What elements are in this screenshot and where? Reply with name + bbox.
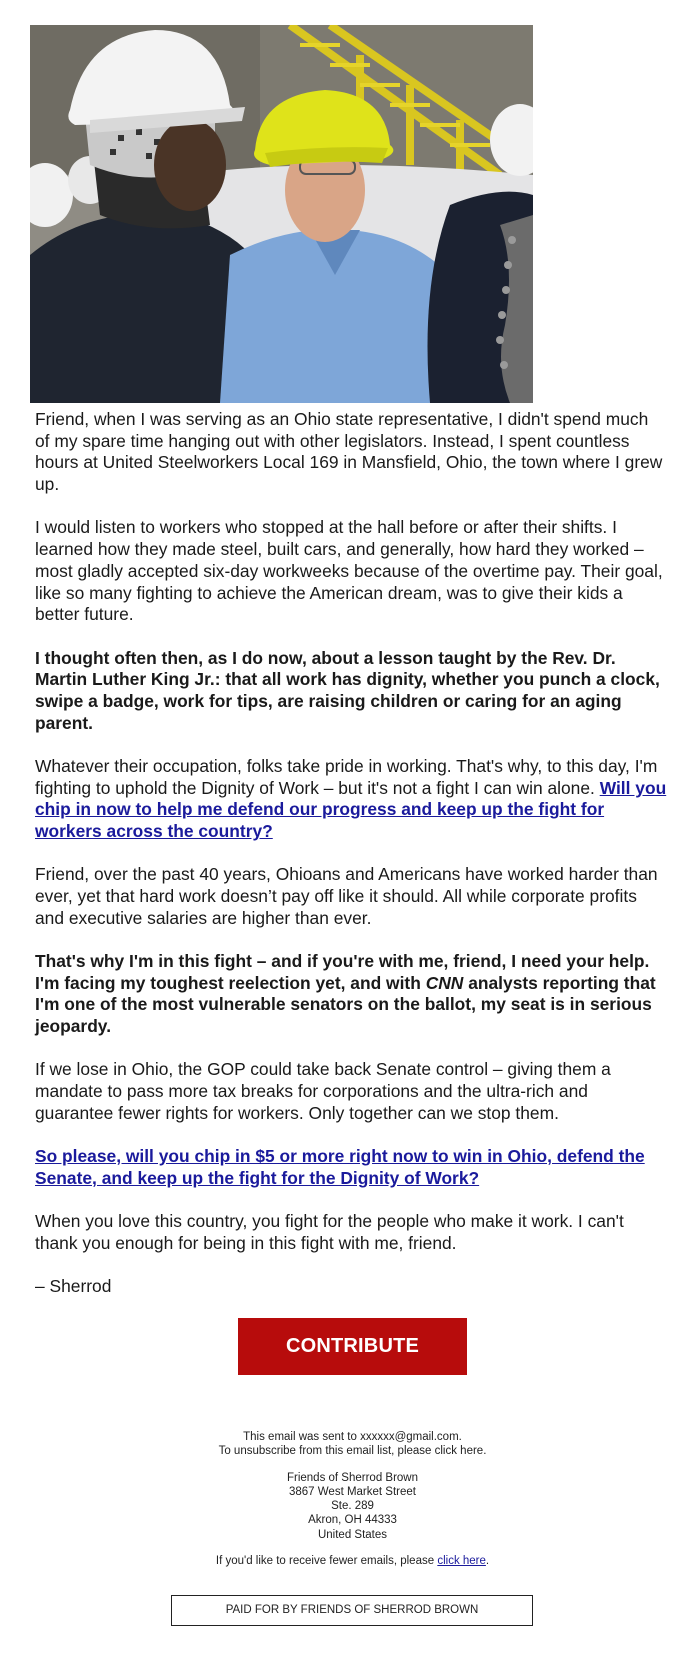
paragraph-dignity-text: Whatever their occupation, folks take pride in working. That's why, to this day, I'm fighting to uphold the Dignity of Work – but it's not a fight I can win alone. — [35, 755, 658, 798]
footer-notice — [0, 1430, 700, 1459]
fewer-emails — [0, 1554, 700, 1568]
fewer-emails-link[interactable]: click here — [437, 1555, 486, 1568]
fewer-emails-period: . — [485, 1555, 490, 1568]
email-footer — [0, 1430, 700, 1580]
signoff: – Sherrod — [35, 1276, 112, 1297]
unsubscribe-link[interactable]: To unsubscribe from this email list, please click here. — [218, 1445, 487, 1458]
city-state-zip: Akron, OH 44333 — [308, 1514, 397, 1527]
paragraph-donate-ask — [35, 1146, 667, 1189]
street-address: 3867 West Market Street — [289, 1485, 416, 1498]
chip-in-link[interactable]: Will you chip in now to help me defend our progress and keep up the fight for workers across the country? — [35, 777, 667, 842]
paid-for-disclaimer: PAID FOR BY FRIENDS OF SHERROD BROWN — [171, 1595, 533, 1626]
suite: Ste. 289 — [331, 1500, 374, 1513]
country: United States — [317, 1528, 388, 1541]
paragraph-gop: If we lose in Ohio, the GOP could take back Senate control – giving them a mandate to pass more tax breaks for corporations and the ultra-rich and guarantee fewer rights for workers. Only together can we stop them. — [35, 1059, 611, 1123]
paragraph-intro: Friend, when I was serving as an Ohio state representative, I didn't spend much of my spare time hanging out with other legislators. Instead, I spent countless hours at United Steelworkers Local 169 in Mansfield, Ohio, the town where I grew up. — [35, 409, 663, 495]
org-name: Friends of Sherrod Brown — [286, 1471, 419, 1484]
contribute-button[interactable]: CONTRIBUTE — [238, 1318, 467, 1375]
hero-photo — [30, 25, 533, 403]
contribute-button-container — [238, 1318, 467, 1375]
fewer-emails-text: If you'd like to receive fewer emails, please — [215, 1555, 435, 1568]
sent-to-text: This email was sent to xxxxxx@gmail.com. — [243, 1431, 462, 1443]
donate-five-link[interactable]: So please, will you chip in $5 or more right now to win in Ohio, defend the Senate, and keep up the fight for the Dignity of Work? — [35, 1146, 645, 1188]
paragraph-forty-years: Friend, over the past 40 years, Ohioans and Americans have worked harder than ever, yet that hard work doesn’t pay off like it should. All while corporate profits and executive salaries are higher than ever. — [35, 864, 658, 928]
paragraph-reelection — [35, 951, 667, 1038]
paragraph-mlk-quote: I thought often then, as I do now, about a lesson taught by the Rev. Dr. Martin Luther King Jr.: that all work has dignity, whether you punch a clock, swipe a badge, work for tips, are raising children or caring for an aging parent. — [35, 647, 660, 733]
hero-photo-illustration — [30, 25, 533, 403]
paragraph-closing: When you love this country, you fight for the people who make it work. I can't thank you enough for being in this fight with me, friend. — [35, 1211, 624, 1253]
footer-address — [0, 1471, 700, 1542]
cnn-label: CNN — [425, 972, 464, 993]
paragraph-workers: I would listen to workers who stopped at the hall before or after their shifts. I learned how they made steel, built cars, and generally, how hard they worked – most gladly accepted six-day workweeks because of the overtime pay. Their goal, like so many fighting to achieve the American dream, was to give their kids a better future. — [35, 517, 663, 625]
paragraph-reelection-a: That's why I'm in this fight – and if you're with me, friend, I need your help. I'm facing my toughest reelection yet, and with — [35, 951, 650, 993]
paragraph-reelection-b: analysts reporting that I'm one of the most vulnerable senators on the ballot, my seat is in serious jeopardy. — [35, 972, 656, 1037]
paragraph-dignity — [35, 756, 667, 843]
email-message — [35, 409, 667, 1319]
